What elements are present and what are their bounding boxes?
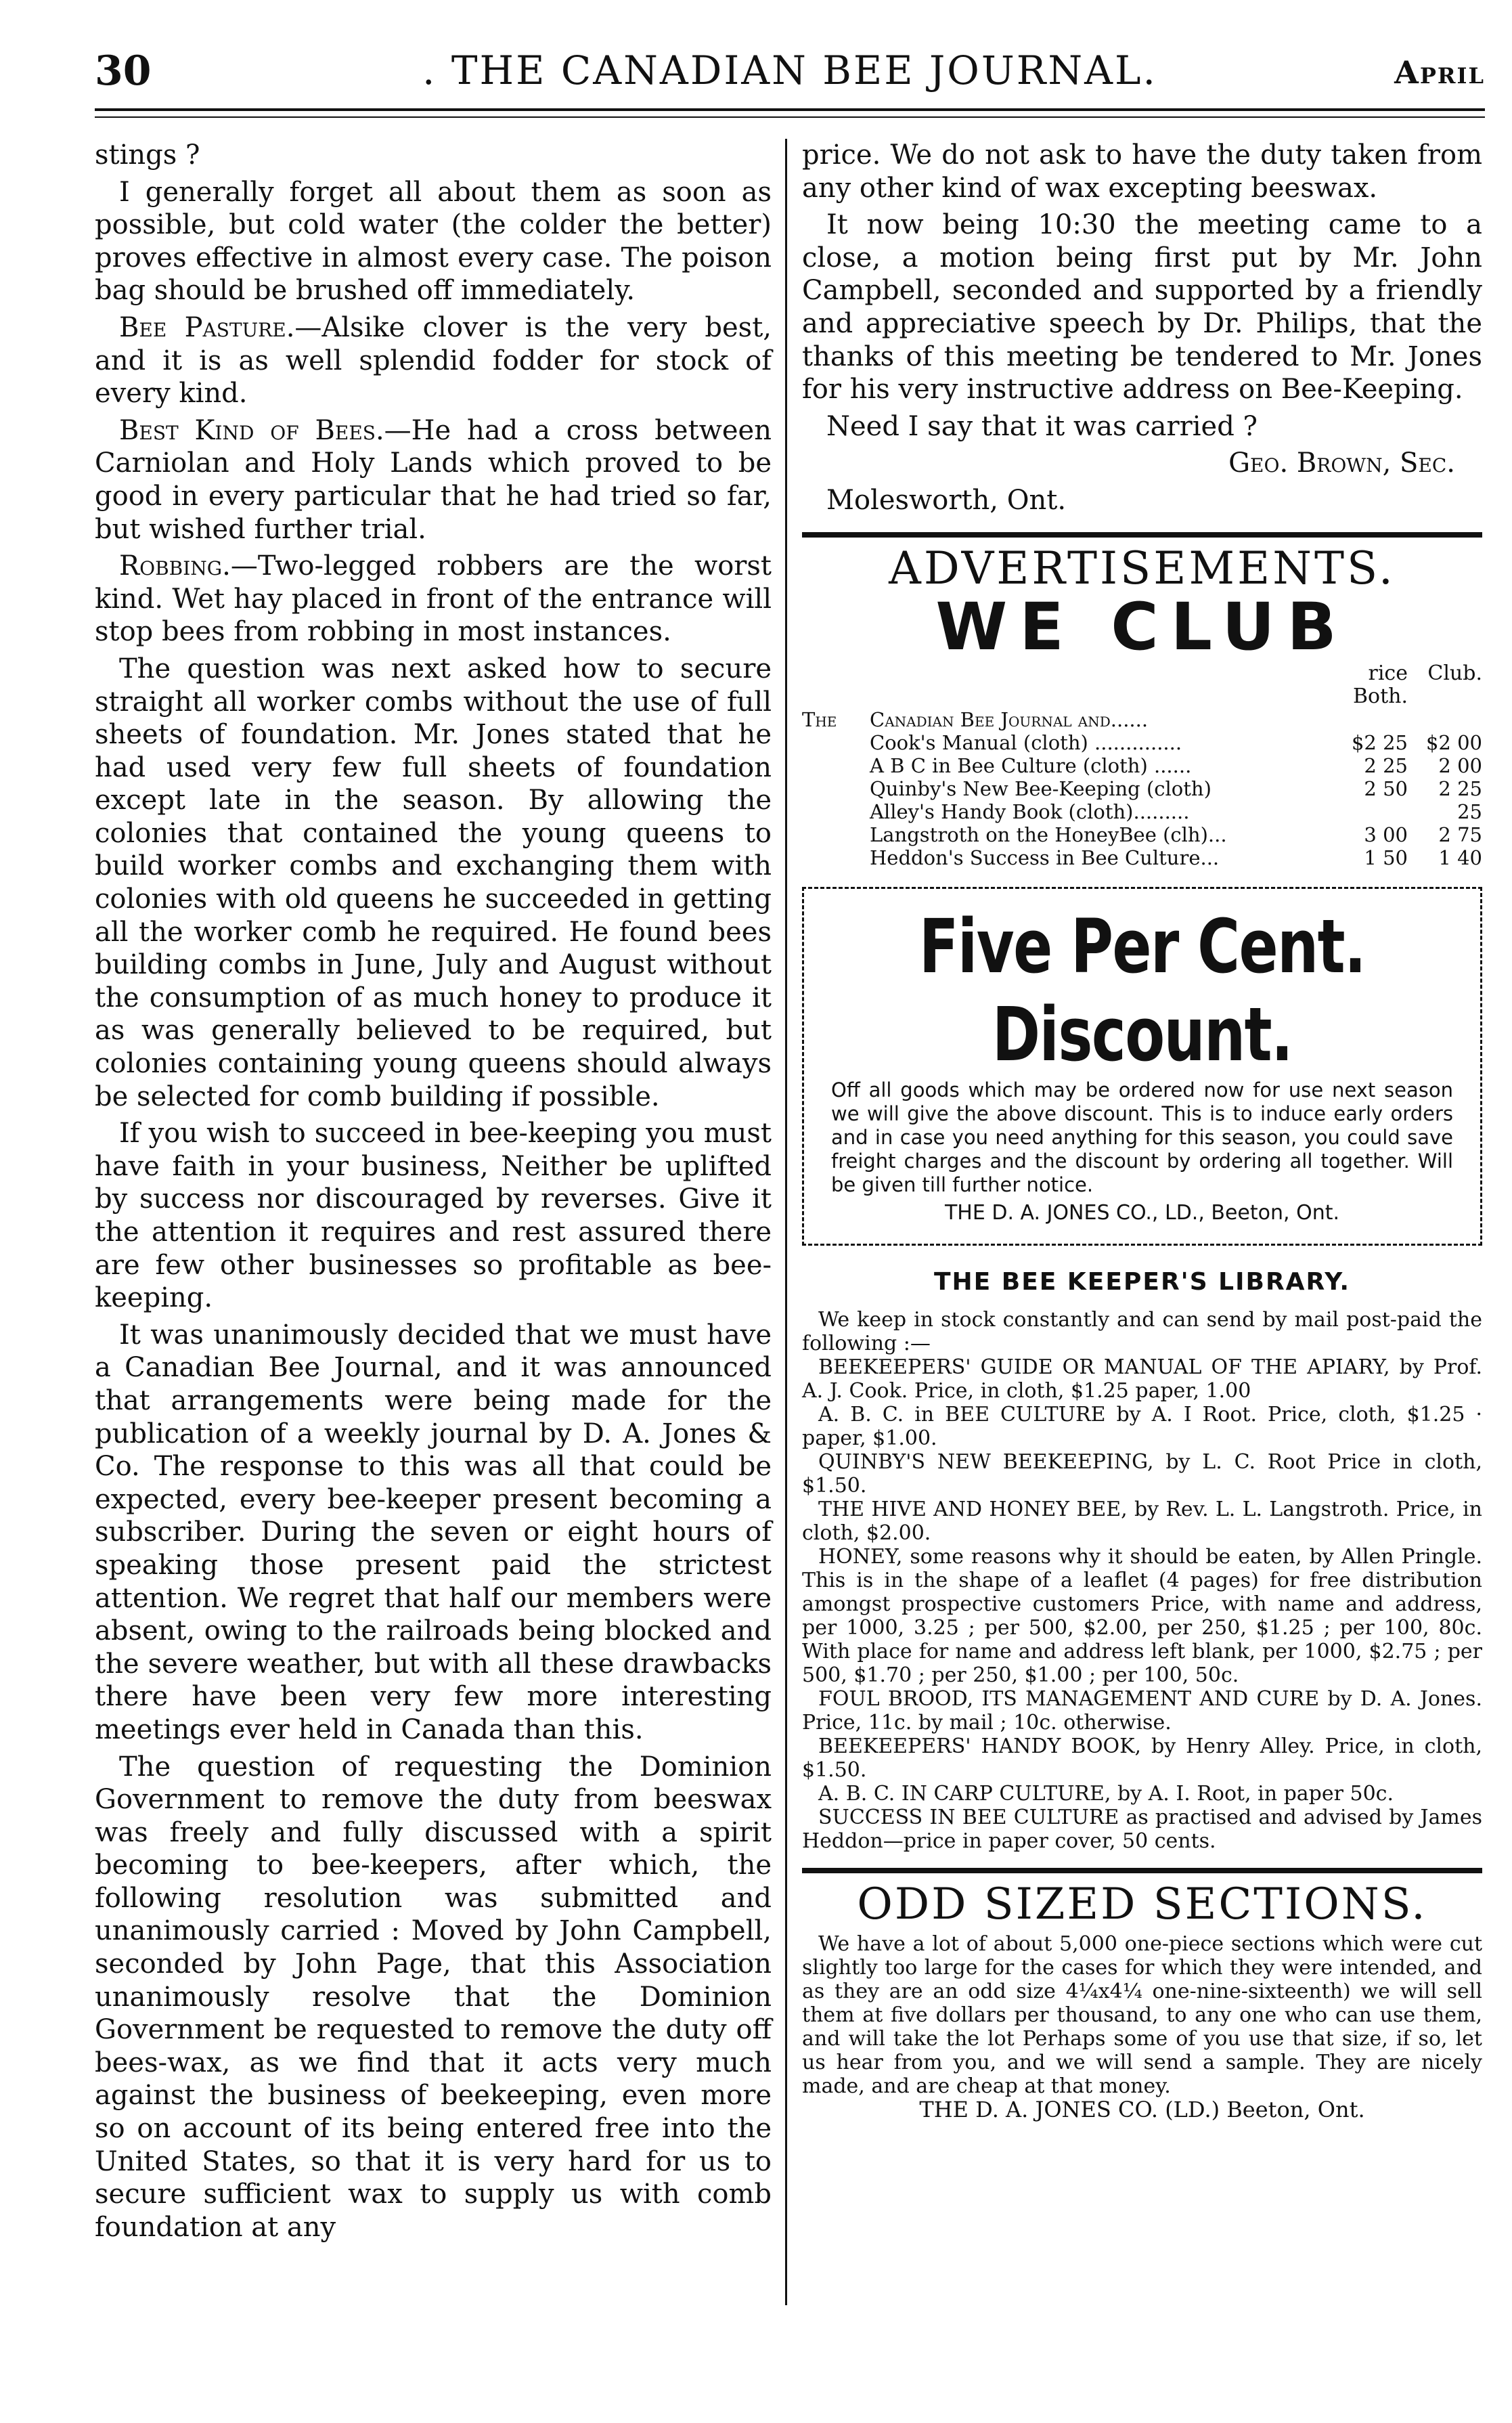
section-rule xyxy=(802,1868,1482,1873)
club-price-table xyxy=(802,662,1482,869)
table-cell-item: Quinby's New Bee-Keeping (cloth) xyxy=(870,777,1211,801)
issue-month: April xyxy=(1394,54,1485,91)
paragraph: If you wish to succeed in bee-keeping you must have faith in your business, Neither be uplifted by success nor discouraged by reverses. Give it the attention it requires and rest assured there are few other businesses so profitable as bee-keeping. xyxy=(95,1118,772,1314)
paragraph xyxy=(95,550,772,649)
table-cell-price xyxy=(1333,708,1408,731)
paragraph-text: Two-legged robbers are the worst kind. Wet hay placed in front of the entrance will stop bees from robbing in most instances. xyxy=(95,550,772,648)
section-heading-best-kind: Best Kind of Bees.— xyxy=(119,414,412,446)
paragraph: It now being 10:30 the meeting came to a close, a motion being first put by Mr. John Campbell, seconded and supported by a friendly and appreciative speech by Dr. Philips, that the thanks of this meeting be tendered to Mr. Jones for his very instructive address on Bee-Keeping. xyxy=(802,209,1482,406)
table-row xyxy=(802,823,1482,846)
right-column xyxy=(802,139,1482,2122)
paragraph: The question was next asked how to secure straight all worker combs without the use of full sheets of foundation. Mr. Jones stated that he had used very few full sheets of foundation except late in the season. By allowing the colonies that contained the young queens to build worker combs and exchanging them with colonies with old queens he succeeded in getting all the worker comb he required. He found bees building combs in June, July and August without the consumption of as much honey to produce it as was generally believed to be required, but colonies containing young queens should always be selected for comb building if possible. xyxy=(95,653,772,1112)
journal-title: . THE CANADIAN BEE JOURNAL. xyxy=(422,47,1157,93)
paragraph xyxy=(95,311,772,410)
table-cell-price xyxy=(1333,800,1408,823)
table-cell-club: 2 00 xyxy=(1438,754,1482,778)
paragraph: I generally forget all about them as soon as possible, but cold water (the colder the better) proves effective in almost every case. The poison bag should be brushed off immediately. xyxy=(95,176,772,307)
paragraph-text: Alsike clover is the very best, and it is as well splendid fodder for stock of every kind. xyxy=(95,311,772,410)
section-heading-bee-pasture: Bee Pasture.— xyxy=(119,311,322,343)
page-header xyxy=(95,47,1485,108)
column-divider xyxy=(785,139,787,2305)
odd-sections-signature: THE D. A. JONES CO. (LD.) Beeton, Ont. xyxy=(919,2096,1365,2122)
library-heading: THE BEE KEEPER'S LIBRARY. xyxy=(933,1267,1351,1296)
list-item: BEEKEEPERS' GUIDE OR MANUAL OF THE APIARY, by Prof. A. J. Cook. Price, in cloth, $1.25 paper, 1.00 xyxy=(802,1355,1482,1403)
paragraph-text: He had a cross between Carniolan and Holy Lands which proved to be good in every particular that he had tried so far, but wished further trial. xyxy=(95,414,772,545)
header-rule-thick xyxy=(95,108,1485,111)
club-title: WE CLUB xyxy=(935,589,1349,665)
signature: Geo. Brown, Sec. xyxy=(1228,448,1455,479)
table-cell-item: A B C in Bee Culture (cloth) ...... xyxy=(870,754,1192,778)
table-row xyxy=(802,777,1482,800)
table-row xyxy=(802,800,1482,823)
discount-box xyxy=(802,887,1482,1246)
left-column xyxy=(95,139,772,2248)
paragraph: The question of requesting the Dominion Government to remove the duty from beeswax was freely and fully discussed with a spirit becoming to bee-keepers, after which, the following resolution was submitted and unanimously carried : Moved by John Campbell, seconded by John Page, that this Association unanimously resolve that the Dominion Government be requested to remove the duty off bees-wax, as we find that it acts very much against the business of beekeeping, even more so on account of its being entered free into the United States, so that it is very hard for us to secure sufficient wax to supply us with comb foundation at any xyxy=(95,1751,772,2243)
table-cell-price: 1 50 xyxy=(1364,846,1408,870)
list-item: SUCCESS IN BEE CULTURE as practised and advised by James Heddon—price in paper cover, 50 cents. xyxy=(802,1806,1482,1854)
column-header-club: Club. xyxy=(1427,661,1482,686)
list-item: THE HIVE AND HONEY BEE, by Rev. L. L. Langstroth. Price, in cloth, $2.00. xyxy=(802,1498,1482,1546)
odd-sections-body: We have a lot of about 5,000 one-piece sections which were cut slightly too large for the cases for which they were intended, and as they are an odd size 4¼x4¼ one-nine-sixteenth) we will sell them at five dollars per thousand, to any one who can use them, and will take the lot Perhaps some of you use that size, if so, let us hear from you, and we will send a sample. They are nicely made, and are cheap at that money. xyxy=(802,1931,1482,2098)
table-cell-club: $2 00 xyxy=(1425,731,1482,755)
page-number: 30 xyxy=(95,47,152,95)
table-cell-price: 2 50 xyxy=(1364,777,1408,801)
discount-title: Five Per Cent. Discount. xyxy=(918,903,1366,1078)
table-cell-item: Heddon's Success in Bee Culture... xyxy=(870,846,1220,870)
table-cell-club: 1 40 xyxy=(1438,846,1482,870)
discount-signature: THE D. A. JONES CO., LD., Beeton, Ont. xyxy=(944,1201,1340,1225)
table-header-row xyxy=(802,662,1482,708)
table-cell-club: 2 25 xyxy=(1438,777,1482,801)
odd-sections-heading: ODD SIZED SECTIONS. xyxy=(857,1879,1427,1930)
place-line: Molesworth, Ont. xyxy=(826,484,1067,516)
odd-sections-ad xyxy=(802,1932,1482,2122)
list-item: QUINBY'S NEW BEEKEEPING, by L. C. Root Price in cloth, $1.50. xyxy=(802,1450,1482,1498)
table-row xyxy=(802,708,1482,731)
paragraph: Need I say that it was carried ? xyxy=(826,410,1258,442)
section-rule xyxy=(802,532,1482,538)
list-item: BEEKEEPERS' HANDY BOOK, by Henry Alley. Price, in cloth, $1.50. xyxy=(802,1734,1482,1783)
paragraph: It was unanimously decided that we must have a Canadian Bee Journal, and it was announced that arrangements were being made for the publication of a weekly journal by D. A. Jones & Co. The response to this was all that could be expected, every bee-keeper present becoming a subscriber. During the seven or eight hours of speaking those present paid the strictest attention. We regret that half our members were absent, owing to the railroads being blocked and the severe weather, but with all these drawbacks there have been very few more interesting meetings ever held in Canada than this. xyxy=(95,1319,772,1745)
table-cell-item: Langstroth on the HoneyBee (clh)... xyxy=(870,823,1227,847)
list-item: A. B. C. in BEE CULTURE by A. I Root. Price, cloth, $1.25 · paper, $1.00. xyxy=(802,1403,1482,1451)
advertisements-heading: ADVERTISEMENTS. xyxy=(889,542,1396,594)
table-row xyxy=(802,754,1482,777)
library-list xyxy=(802,1308,1482,1853)
header-rule-thin xyxy=(95,116,1485,118)
table-cell-item: Alley's Handy Book (cloth)......... xyxy=(870,800,1190,824)
table-cell-price: $2 25 xyxy=(1351,731,1408,755)
table-cell-club: 25 xyxy=(1457,800,1482,824)
list-item: A. B. C. IN CARP CULTURE, by A. I. Root, in paper 50c. xyxy=(818,1782,1394,1806)
table-cell-item: Canadian Bee Journal and...... xyxy=(870,708,1149,732)
table-cell-item: Cook's Manual (cloth) .............. xyxy=(870,731,1182,755)
discount-body: Off all goods which may be ordered now for use next season we will give the above discount. This is to induce early orders and in case you need anything for this season, you could save freight charges and the discount by ordering all together. Will be given till further notice. xyxy=(831,1078,1453,1197)
table-cell-price: 2 25 xyxy=(1364,754,1408,778)
list-item: HONEY, some reasons why it should be eaten, by Allen Pringle. This is in the shape of a leaflet (4 pages) for free distribution amongst prospective customers Price, with name and address, per 1000, 3.25 ; per 500, $2.00, per 250, $1.25 ; per 100, 80c. With place for name and address left blank, per 1000, $2.75 ; per 500, $1.70 ; per 250, $1.00 ; per 100, 50c. xyxy=(802,1545,1482,1688)
column-header-price: rice Both. xyxy=(1352,661,1408,709)
paragraph xyxy=(95,414,772,546)
table-row xyxy=(802,846,1482,869)
table-prefix: The xyxy=(802,708,837,732)
table-cell-price: 3 00 xyxy=(1364,823,1408,847)
list-item: We keep in stock constantly and can send by mail post-paid the following :— xyxy=(802,1308,1482,1356)
list-item: FOUL BROOD, ITS MANAGEMENT AND CURE by D. A. Jones. Price, 11c. by mail ; 10c. otherwise. xyxy=(802,1687,1482,1735)
table-cell-club xyxy=(1408,708,1482,731)
table-cell-club: 2 75 xyxy=(1438,823,1482,847)
paragraph: stings ? xyxy=(95,139,200,171)
table-row xyxy=(802,731,1482,754)
paragraph: price. We do not ask to have the duty taken from any other kind of wax excepting beeswax. xyxy=(802,139,1482,204)
section-heading-robbing: Robbing.— xyxy=(119,550,258,582)
